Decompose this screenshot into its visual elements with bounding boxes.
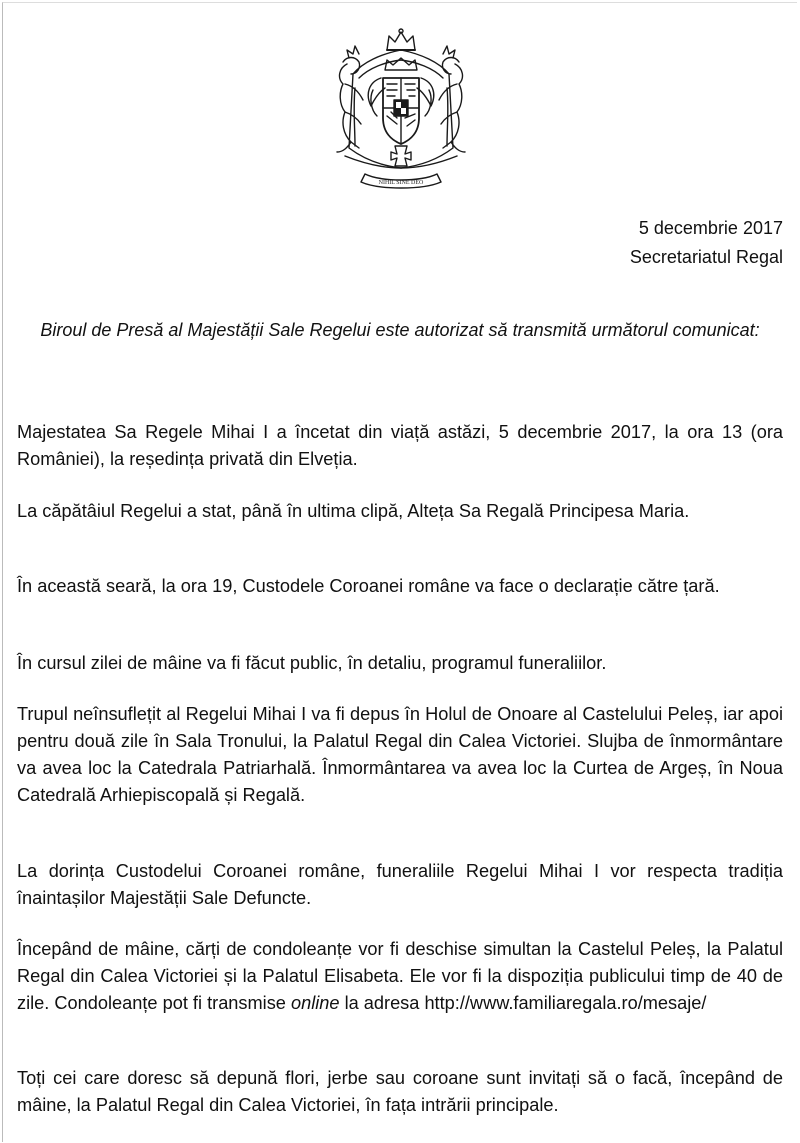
order-cross-icon [391,146,411,166]
paragraph-tradition [17,858,783,912]
paragraph-flowers [17,1065,783,1119]
paragraph-death-announcement [17,419,783,473]
paragraph-text: În această seară, la ora 19, Custodele Coroanei române va face o declarație către țară. [17,576,720,596]
condolence-text-start: Începând de mâine, cărți de condoleanțe vor fi deschise simultan la Castelul Peleș, la Palatul Regal din Calea Victoriei și la Palatul Elisabeta. Ele vor fi la dispoziția publicului timp de 40 de zile. Condoleanțe pot fi transmise [17,939,783,1013]
motto-text: NIHIL SINE DEO [378,180,424,186]
online-emphasis: online [290,993,340,1013]
paragraph-bedside [17,498,783,525]
condolence-text-end: la adresa http://www.familiaregala.ro/mesaje/ [339,993,707,1013]
intro-statement: Biroul de Presă al Majestății Sale Regelui este autorizat să transmită următorul comunicat: [40,320,760,340]
paragraph-text: La dorința Custodelui Coroanei române, funeraliile Regelui Mihai I vor respecta tradiția înaintașilor Majestății Sale Defuncte. [17,861,783,908]
paragraph-text: În cursul zilei de mâine va fi făcut public, în detaliu, programul funeraliilor. [17,653,607,673]
paragraph-condolence-books [17,936,783,1017]
paragraph-lying-in-state [17,701,783,809]
paragraph-text: La căpătâiul Regelui a stat, până în ultima clipă, Alteța Sa Regală Principesa Maria. [17,501,690,521]
royal-coat-of-arms [325,28,477,193]
date-line: 5 decembrie 2017 [638,218,783,238]
office-line: Secretariatul Regal [629,247,783,267]
paragraph-text: Majestatea Sa Regele Mihai I a încetat din viață astăzi, 5 decembrie 2017, la ora 13 (ora României), la reședința privată din Elveția. [17,422,783,469]
crown-icon [387,32,415,50]
paragraph-declaration [17,573,783,600]
paragraph-funeral-program [17,650,783,677]
header-block [630,214,783,272]
paragraph-text: Toți cei care doresc să depună flori, jerbe sau coroane sunt invitați să o facă, începând de mâine, la Palatul Regal din Calea Victoriei, în fața intrării principale. [17,1068,783,1115]
paragraph-text [17,936,783,1017]
paragraph-text: Trupul neînsuflețit al Regelui Mihai I va fi depus în Holul de Onoare al Castelului Peleș, iar apoi pentru două zile în Sala Tronului, la Palatul Regal din Calea Victoriei. Slujba de înmormântare va avea loc la Catedrala Patriarhală. Înmormântarea va avea loc la Curtea de Argeș, în Noua Catedrală Arhiepiscopală și Regală. [17,704,783,805]
